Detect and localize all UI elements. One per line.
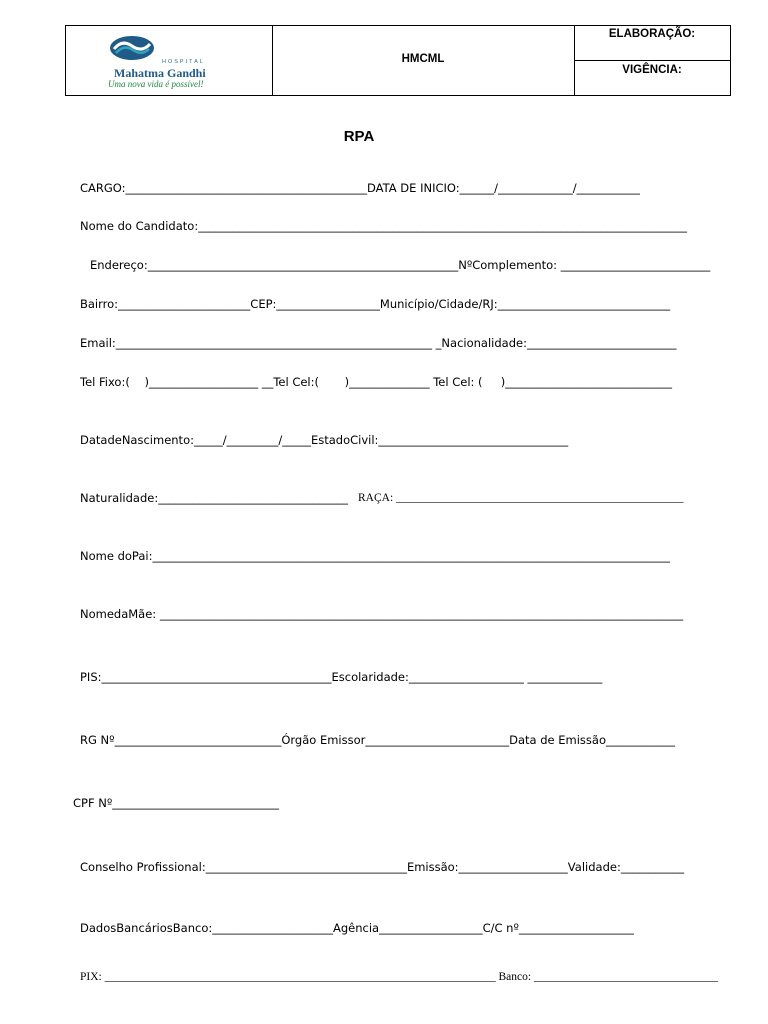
pix-field[interactable]: PIX: ____________________________________________________________________ Banco: ________________________________ [80,971,718,983]
bairro-field[interactable]: Bairro:_______________________CEP:__________________Município/Cidade/RJ:______________________________ [80,297,671,311]
logo-slogan: Uma nova vida é possível! [108,79,204,89]
vigencia-label: VIGÊNCIA: [622,64,682,76]
rg-field[interactable]: RG Nº_____________________________Órgão Emissor_________________________Data de Emissão____________ [80,733,675,747]
nome-pai-field[interactable]: Nome doPai:__________________________________________________________________________________________ [80,549,670,563]
document-header-table [65,25,731,96]
endereco-field[interactable]: Endereço:______________________________________________________NºComplemento: __________________________ [90,258,711,272]
pis-field[interactable]: PIS:________________________________________Escolaridade:____________________ _____________ [80,670,603,684]
telefone-field[interactable]: Tel Fixo:( )___________________ __Tel Cel:( )______________ Tel Cel: ( )_____________________________ [80,375,673,389]
data-nascimento-field[interactable]: DatadeNascimento:_____/_________/_____EstadoCivil:_________________________________ [80,433,569,447]
page-title: RPA [343,128,375,145]
logo-hospital-text: HOSPITAL [162,59,205,65]
header-title-cell [272,26,575,95]
email-field[interactable]: Email:_______________________________________________________ _Nacionalidade:__________________________ [80,336,677,350]
nome-candidato-field[interactable]: Nome do Candidato:_____________________________________________________________________________________ [80,219,687,233]
conselho-profissional-field[interactable]: Conselho Profissional:___________________________________Emissão:___________________Validade:___________ [80,860,685,874]
naturalidade-field[interactable]: Naturalidade:_________________________________ [80,491,348,505]
dados-bancarios-field[interactable]: DadosBancáriosBanco:_____________________Agência__________________C/C nº____________________ [80,921,634,935]
elaboracao-label: ELABORAÇÃO: [608,28,696,40]
nome-mae-field[interactable]: NomedaMãe: ___________________________________________________________________________________________ [80,607,684,621]
vigencia-row [574,61,730,95]
header-hmcml: HMCML [401,53,445,65]
cargo-field[interactable]: CARGO:__________________________________________DATA DE INICIO:______/_____________/___________ [80,181,640,195]
elaboracao-row [574,26,730,61]
logo-hospital-name: Mahatma Gandhi [114,66,206,80]
cpf-field[interactable]: CPF Nº_____________________________ [73,796,280,810]
hospital-logo-icon [106,34,158,62]
header-meta-cell [574,26,730,95]
raca-field[interactable]: RAÇA: __________________________________________________ [358,492,684,504]
logo-cell [66,26,273,95]
